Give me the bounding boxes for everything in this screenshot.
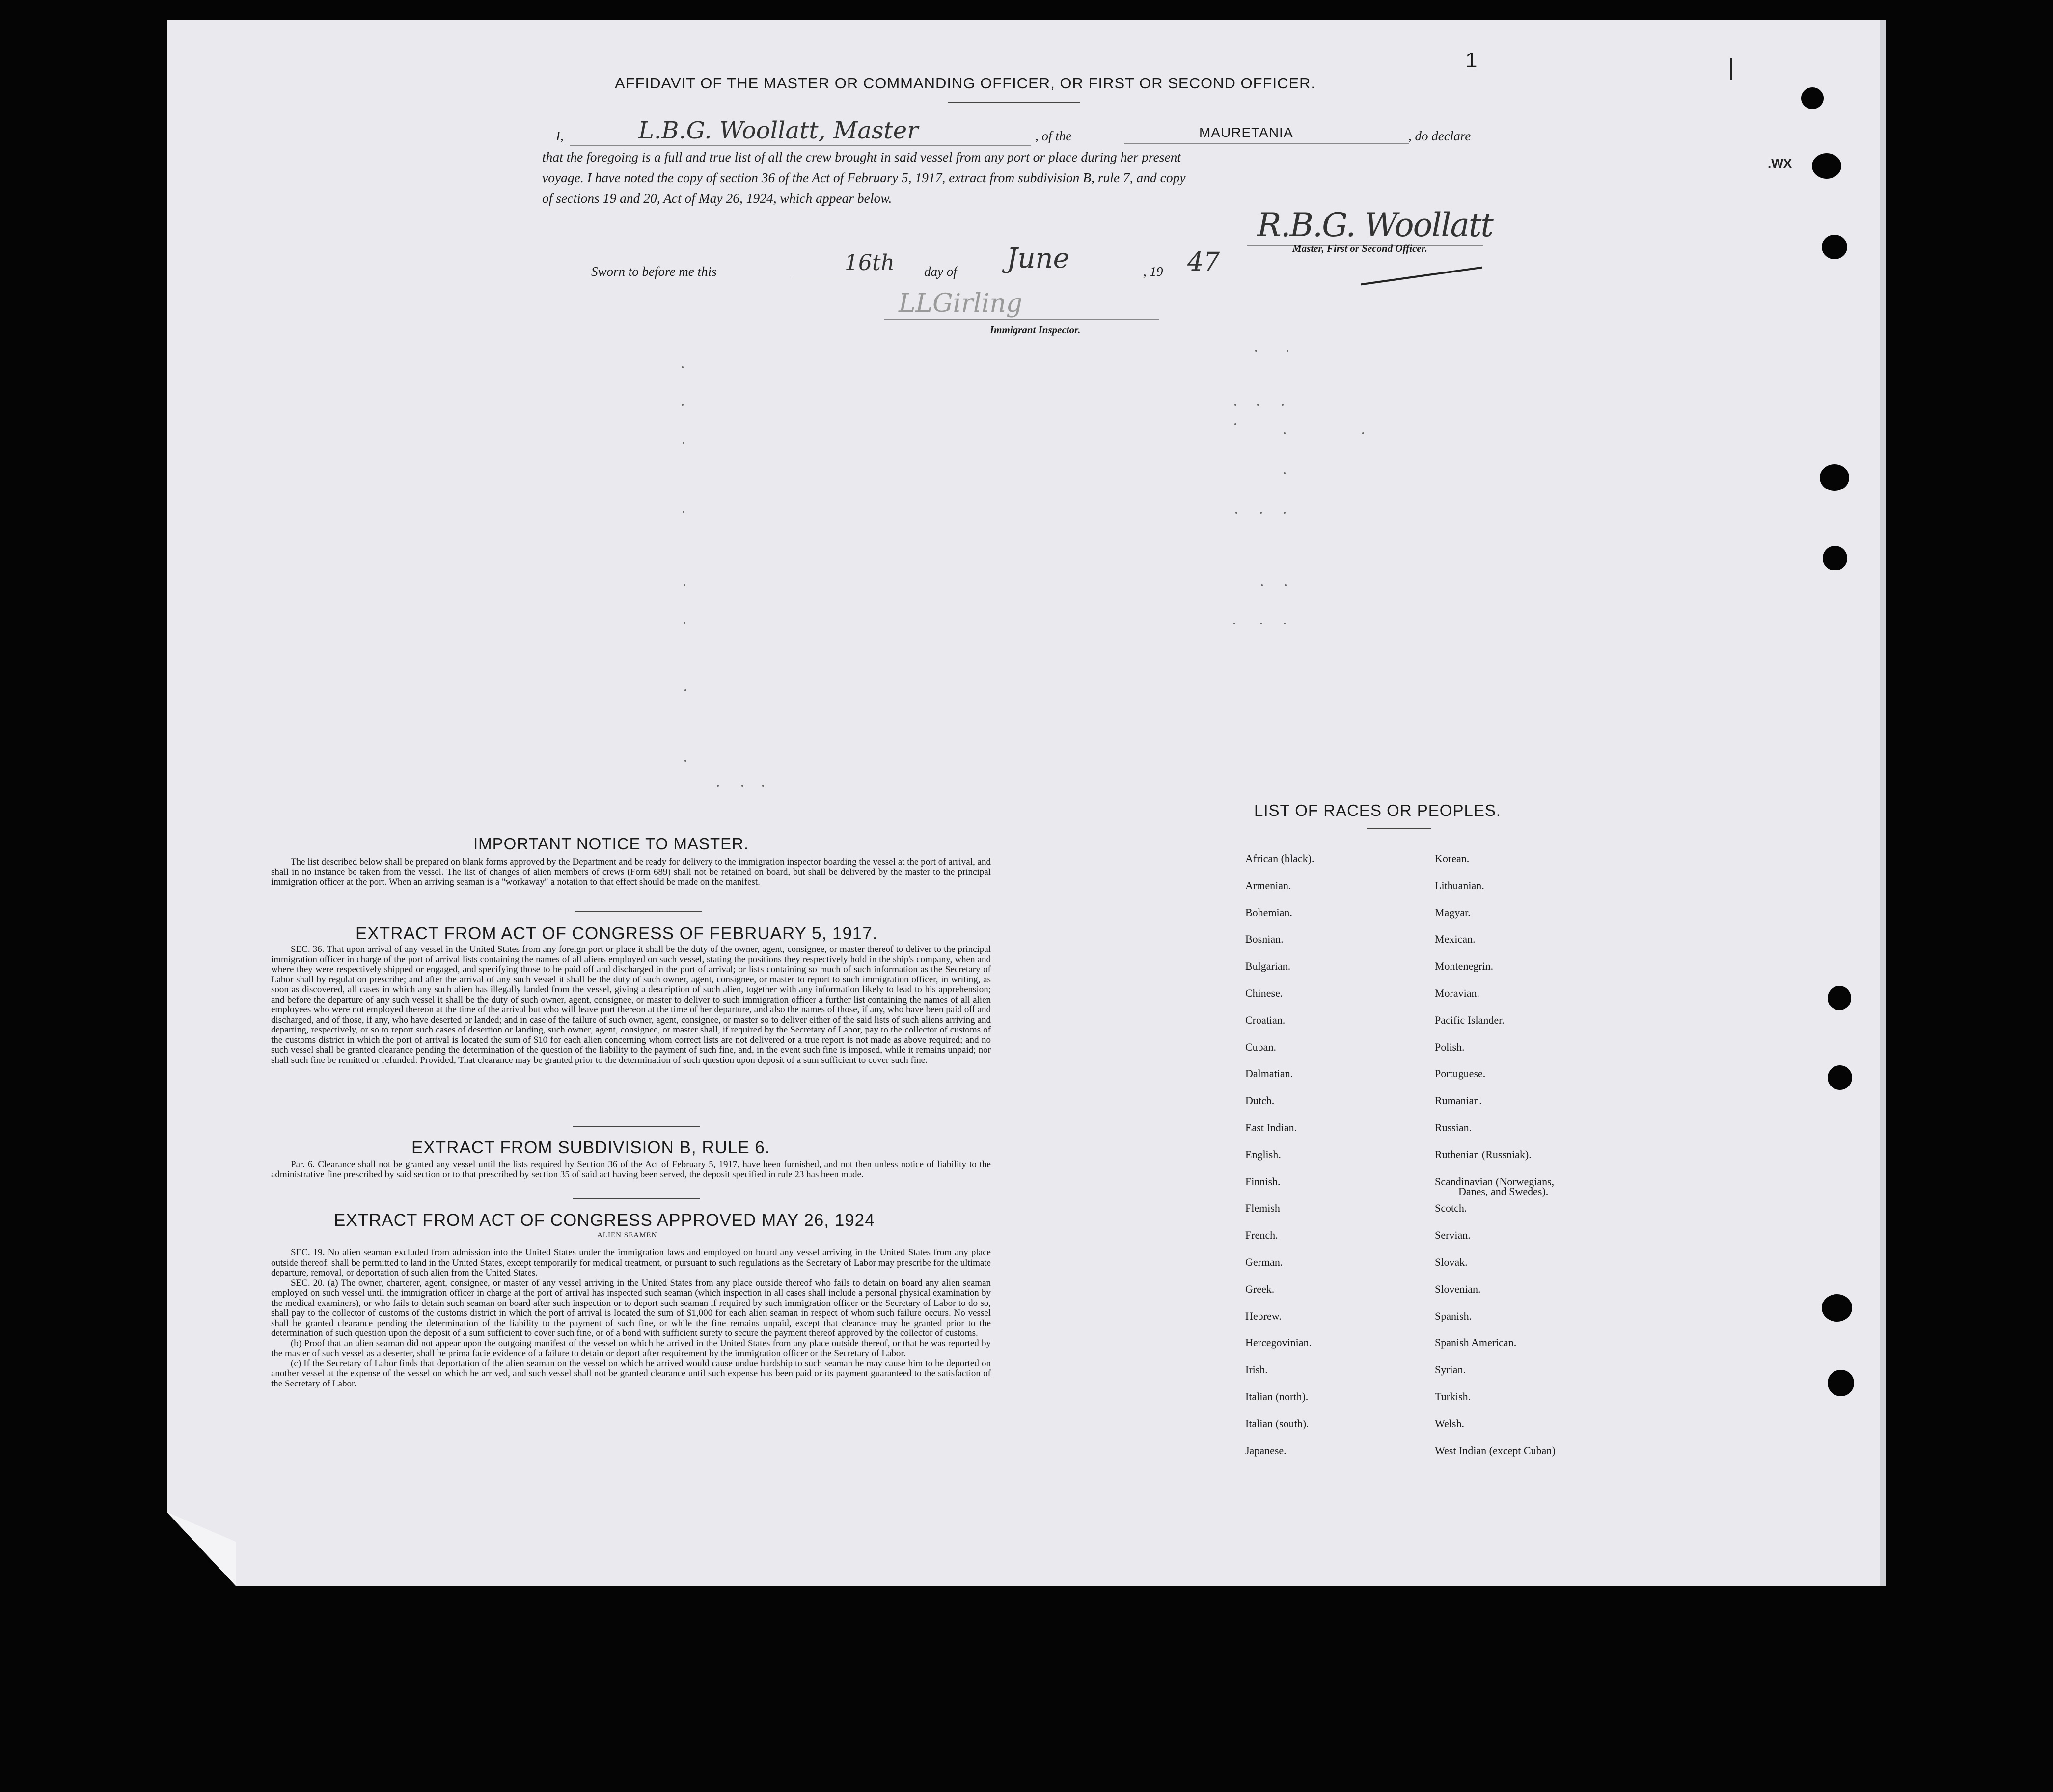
sworn-month: June	[1007, 243, 1069, 274]
sworn-label: Sworn to before me this	[591, 264, 717, 279]
master-name-line	[570, 145, 1031, 146]
act-1924-subtitle: ALIEN SEAMEN	[597, 1231, 657, 1239]
notice-rule	[575, 911, 702, 912]
act-1924-sec20b: (b) Proof that an alien seaman did not appear upon the outgoing manifest of the vessel on which he arrived in the United States from any place outside thereof, or that he was reported by the master of such vessel as a deserter, shall be prima facie evidence of a failure to detain or deport after requirement by the immigration officer or the Secretary of Labor.	[271, 1338, 991, 1358]
race-item: Korean.	[1435, 852, 1470, 865]
dot	[1282, 404, 1284, 406]
notice-title: IMPORTANT NOTICE TO MASTER.	[473, 835, 749, 853]
affidavit-title: AFFIDAVIT OF THE MASTER OR COMMANDING OFFICER, OR FIRST OR SECOND OFFICER.	[615, 75, 1316, 92]
race-item: Spanish.	[1435, 1309, 1472, 1322]
race-item: Armenian.	[1245, 879, 1291, 892]
dot	[1284, 432, 1286, 434]
race-item: Pacific Islander.	[1435, 1013, 1505, 1026]
dot	[682, 366, 684, 368]
race-item: Russian.	[1435, 1121, 1472, 1134]
race-item: Croatian.	[1245, 1013, 1286, 1026]
corner-tick	[1730, 58, 1732, 80]
dot	[1260, 623, 1262, 624]
inspector-line	[884, 319, 1159, 320]
race-item: Portuguese.	[1435, 1067, 1486, 1080]
race-item: Chinese.	[1245, 987, 1283, 999]
race-item: Finnish.	[1245, 1175, 1281, 1188]
sheet-edge	[1880, 20, 1886, 1586]
race-item: German.	[1245, 1256, 1283, 1268]
punch-hole	[1828, 1370, 1854, 1396]
race-item: Scotch.	[1435, 1202, 1467, 1215]
dot	[1255, 350, 1257, 352]
race-item: Bosnian.	[1245, 933, 1284, 946]
act-1924-sec20c: (c) If the Secretary of Labor finds that deportation of the alien seaman on the vessel on which he arrived would cause undue hardship to such seaman he may cause him to be deported on another vessel at the expense of the vessel on which he arrived, and such vessel shall not be granted clearance until such expense has been paid or its payment guaranteed to the satisfaction of the Secretary of Labor.	[271, 1358, 991, 1389]
dot	[683, 511, 684, 513]
inspector-caption: Immigrant Inspector.	[990, 324, 1081, 336]
race-item: Moravian.	[1435, 987, 1480, 999]
race-item: Turkish.	[1435, 1390, 1471, 1403]
act-1917-text	[271, 945, 991, 1065]
race-item: Irish.	[1245, 1363, 1268, 1376]
race-item: Italian (north).	[1245, 1390, 1309, 1403]
race-item: Bohemian.	[1245, 906, 1292, 919]
race-item: Spanish American.	[1435, 1336, 1517, 1349]
punch-hole	[1828, 1065, 1852, 1090]
race-item: Polish.	[1435, 1040, 1465, 1053]
dot	[717, 785, 719, 787]
race-item: Italian (south).	[1245, 1417, 1309, 1430]
notice-text	[271, 857, 991, 888]
act-1917-rule	[573, 1126, 700, 1127]
race-item: Japanese.	[1245, 1444, 1287, 1457]
race-item: Lithuanian.	[1435, 879, 1484, 892]
race-item: Hebrew.	[1245, 1309, 1282, 1322]
officer-signature: R.B.G. Woollatt	[1257, 206, 1493, 244]
race-item: French.	[1245, 1229, 1278, 1242]
dot	[1285, 584, 1287, 586]
dot	[684, 622, 685, 624]
act-1924-title: EXTRACT FROM ACT OF CONGRESS APPROVED MAY 26, 1924	[334, 1211, 875, 1230]
dot	[1234, 404, 1236, 406]
act-1924-text	[271, 1248, 991, 1389]
race-item: Cuban.	[1245, 1040, 1276, 1053]
dot	[1362, 432, 1364, 434]
margin-mark: .WX	[1768, 156, 1792, 171]
dot	[1284, 623, 1286, 624]
do-declare-label: , do declare	[1408, 129, 1471, 143]
punch-hole	[1822, 235, 1847, 259]
dot	[684, 689, 686, 691]
dot	[1284, 472, 1286, 474]
affidavit-line-2: that the foregoing is a full and true list of all the crew brought in said vessel from any port or place during her present	[542, 149, 1181, 164]
act-1917-title: EXTRACT FROM ACT OF CONGRESS OF FEBRUARY 5, 1917.	[356, 924, 878, 943]
act-1924-sec19: SEC. 19. No alien seaman excluded from admission into the United States under the immigration laws and employed on board any vessel arriving in the United States from any place outside thereof, shall be permitted to land in the United States, except temporarily for medical treatment, or pursuant to such regulations as the Secretary of Labor may prescribe for the ultimate departure, removal, or deportation of such alien from the United States.	[271, 1248, 991, 1278]
dot	[683, 442, 684, 444]
punch-hole	[1801, 87, 1824, 109]
race-item: African (black).	[1245, 852, 1314, 865]
race-item: Greek.	[1245, 1282, 1275, 1295]
race-item: Dalmatian.	[1245, 1067, 1293, 1080]
dot	[1284, 512, 1286, 514]
title-rule	[948, 102, 1080, 103]
act-1917-paragraph: SEC. 36. That upon arrival of any vessel in the United States from any foreign port or place it shall be the duty of the owner, agent, consignee, or master thereof to deliver to the principal immigration officer in charge of the port of arrival lists containing the names of all aliens employed on such vessel, stating the positions they respectively hold in the ship's company, when and where they were respectively shipped or engaged, and specifying those to be paid off and discharged in the port of arrival; or lists containing so much of such information as the Secretary of Labor shall by regulation prescribe; and after the arrival of any such vessel it shall be the duty of such owner, agent, consignee, or master to report to such immigration officer, in writing, as soon as discovered, all cases in which any such alien has illegally landed from the vessel, giving a description of such alien, together with any information likely to lead to his apprehension; and before the departure of any such vessel it shall be the duty of such owner, agent, consignee, or master to deliver to such immigration officer a further list containing the names of all alien employees who were not employed thereon at the time of the arrival but who will leave port thereon at the time of her departure, and also the names of those, if any, who have been paid off and discharged, and of those, if any, who have deserted or landed; and in case of the failure of such owner, agent, consignee, or master so to deliver either of the said lists of such aliens arriving and departing, respectively, or so to report such cases of desertion or landing, such owner, agent, consignee, or master shall, if required by the Secretary of Labor, pay to the collector of customs of the customs district in which the port of arrival is located the sum of $10 for each alien concerning whom correct lists are not delivered or a true report is not made as above required; and no such vessel shall be granted clearance pending the determination of the question of the liability to the payment of such fine, and, in the event such fine is imposed, while it remains unpaid; nor shall such fine be remitted or refunded: Provided, That clearance may be granted prior to the determination of such question upon deposit of a sum sufficient to cover such fine.	[271, 944, 991, 1065]
master-name-signature: L.B.G. Woollatt, Master	[638, 117, 919, 144]
race-item: Servian.	[1435, 1229, 1471, 1242]
day-of-label: day of	[924, 264, 957, 279]
punch-hole	[1812, 153, 1841, 179]
race-item: Slovak.	[1435, 1256, 1468, 1268]
affidavit-line-4: of sections 19 and 20, Act of May 26, 1924, which appear below.	[542, 190, 892, 206]
punch-hole	[1820, 464, 1849, 491]
affidavit-i-label: I,	[556, 129, 564, 143]
dot	[1287, 350, 1288, 352]
dot	[1260, 512, 1262, 514]
rule-6-rule	[573, 1198, 700, 1199]
race-item: Montenegrin.	[1435, 960, 1494, 973]
dot	[684, 760, 686, 762]
affidavit-line-3: voyage. I have noted the copy of section 36 of the Act of February 5, 1917, extract from subdivision B, rule 7, and copy	[542, 170, 1186, 185]
punch-hole	[1822, 1294, 1852, 1322]
race-item: English.	[1245, 1148, 1281, 1161]
dot	[762, 785, 764, 787]
race-item: Flemish	[1245, 1202, 1280, 1215]
dot	[1235, 512, 1237, 514]
dot	[684, 584, 685, 586]
dot	[1234, 423, 1236, 425]
dot	[1257, 404, 1259, 406]
rule-6-text	[271, 1160, 991, 1180]
sworn-day: 16th	[845, 250, 895, 275]
race-item: Hercegovinian.	[1245, 1336, 1312, 1349]
race-item: West Indian (except Cuban)	[1435, 1444, 1556, 1457]
race-item: Rumanian.	[1435, 1094, 1482, 1107]
inspector-signature: LLGirling	[899, 289, 1023, 318]
race-item: Scandinavian (Norwegians,	[1435, 1175, 1555, 1188]
race-scandinavian-cont: Danes, and Swedes).	[1458, 1185, 1549, 1197]
sworn-year: 47	[1187, 247, 1220, 277]
races-rule	[1367, 828, 1431, 829]
punch-hole	[1823, 546, 1847, 570]
rule-6-paragraph: Par. 6. Clearance shall not be granted any vessel until the lists required by Section 36 of the Act of February 5, 1917, have been furnished, and not then unless notice of liability to the administrative fine prescribed by said section or to that prescribed by section 35 of said act having been served, the deposit specified in rule 23 has been made.	[271, 1159, 991, 1180]
act-1924-sec20a: SEC. 20. (a) The owner, charterer, agent, consignee, or master of any vessel arriving in the United States from any place outside thereof who fails to detain on board any alien seaman employed on such vessel until the immigration officer in charge at the port of arrival has inspected such seaman (which inspection in all cases shall include a personal physical examination by the medical examiners), or who fails to detain such seaman on board after such inspection or to deport such seaman if required by such immigration officer or the Secretary of Labor to do so, shall pay to the collector of customs of the customs district in which the port of arrival is located the sum of $1,000 for each alien seaman in respect of whom such failure occurs. No vessel shall be granted clearance pending the determination of the liability to the payment of such fine, or while the fine remains unpaid, except that clearance may be granted prior to the determination of such question upon the deposit of a sum sufficient to cover such fine, or of a bond with sufficient surety to secure the payment thereof approved by the collector of customs.	[271, 1277, 991, 1338]
rule-6-title: EXTRACT FROM SUBDIVISION B, RULE 6.	[411, 1138, 770, 1157]
officer-caption: Master, First or Second Officer.	[1292, 243, 1427, 254]
vessel-name: MAURETANIA	[1199, 125, 1293, 140]
punch-hole	[1828, 986, 1851, 1010]
page-number: 1	[1465, 48, 1478, 72]
race-item: Bulgarian.	[1245, 960, 1291, 973]
race-item: Ruthenian (Russniak).	[1435, 1148, 1532, 1161]
year-prefix: , 19	[1143, 264, 1163, 279]
race-item: Welsh.	[1435, 1417, 1464, 1430]
race-item: Syrian.	[1435, 1363, 1466, 1376]
race-item: Slovenian.	[1435, 1282, 1481, 1295]
races-title: LIST OF RACES OR PEOPLES.	[1254, 801, 1502, 819]
dot	[682, 404, 684, 406]
dot	[741, 785, 743, 787]
vessel-line	[1124, 143, 1409, 144]
race-item: Magyar.	[1435, 906, 1471, 919]
notice-paragraph: The list described below shall be prepared on blank forms approved by the Department and be ready for delivery to the immigration inspector boarding the vessel at the port of arrival, and shall in no instance be taken from the vessel. The list of changes of alien members of crews (Form 689) shall not be retained on board, but shall be delivered by the master to the principal immigration officer at the port. When an arriving seaman is a "workaway" a notation to that effect should be made on the manifest.	[271, 857, 991, 887]
race-item: Mexican.	[1435, 933, 1476, 946]
of-the-label: , of the	[1035, 129, 1072, 143]
race-item: East Indian.	[1245, 1121, 1297, 1134]
dot	[1233, 623, 1235, 624]
folded-corner	[167, 1512, 236, 1586]
dot	[1261, 584, 1263, 586]
race-item: Dutch.	[1245, 1094, 1275, 1107]
